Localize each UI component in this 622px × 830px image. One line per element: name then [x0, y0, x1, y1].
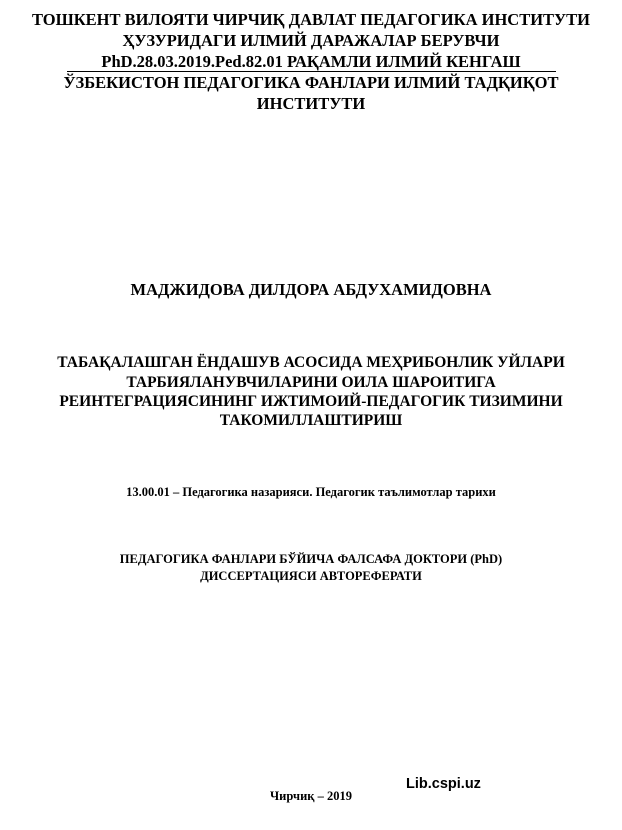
- header-divider: [67, 71, 556, 72]
- specialty-code: 13.00.01 – Педагогика назарияси. Педагогик таълимотлар тарихи: [126, 485, 496, 499]
- title-line-3: РЕИНТЕГРАЦИЯСИНИНГ ИЖТИМОИЙ-ПЕДАГОГИК ТИЗИМИНИ: [59, 393, 563, 410]
- title-line-4: ТАКОМИЛЛАШТИРИШ: [219, 412, 403, 429]
- header-council-line: ҲУЗУРИДАГИ ИЛМИЙ ДАРАЖАЛАР БЕРУВЧИ: [122, 31, 500, 50]
- header-research-institute-cont: ИНСТИТУТИ: [256, 94, 366, 113]
- header-institute-line: ТОШКЕНТ ВИЛОЯТИ ЧИРЧИҚ ДАВЛАТ ПЕДАГОГИКА ИНСТИТУТИ: [31, 10, 591, 29]
- library-watermark: Lib.cspi.uz: [406, 776, 481, 792]
- header-research-institute: ЎЗБЕКИСТОН ПЕДАГОГИКА ФАНЛАРИ ИЛМИЙ ТАДҚИҚОТ: [63, 73, 559, 92]
- header-council-code: PhD.28.03.2019.Ped.82.01 РАҚАМЛИ ИЛМИЙ КЕНГАШ: [101, 52, 521, 71]
- degree-line-2: ДИССЕРТАЦИЯСИ АВТОРЕФЕРАТИ: [200, 569, 422, 583]
- degree-line-1: ПЕДАГОГИКА ФАНЛАРИ БЎЙИЧА ФАЛСАФА ДОКТОРИ (PhD): [119, 552, 503, 566]
- title-line-1: ТАБАҚАЛАШГАН ЁНДАШУВ АСОСИДА МЕҲРИБОНЛИК УЙЛАРИ: [57, 354, 565, 371]
- author-name: МАДЖИДОВА ДИЛДОРА АБДУХАМИДОВНА: [130, 280, 492, 299]
- city-year: Чирчиқ – 2019: [270, 789, 352, 803]
- title-line-2: ТАРБИЯЛАНУВЧИЛАРИНИ ОИЛА ШАРОИТИГА: [126, 374, 496, 391]
